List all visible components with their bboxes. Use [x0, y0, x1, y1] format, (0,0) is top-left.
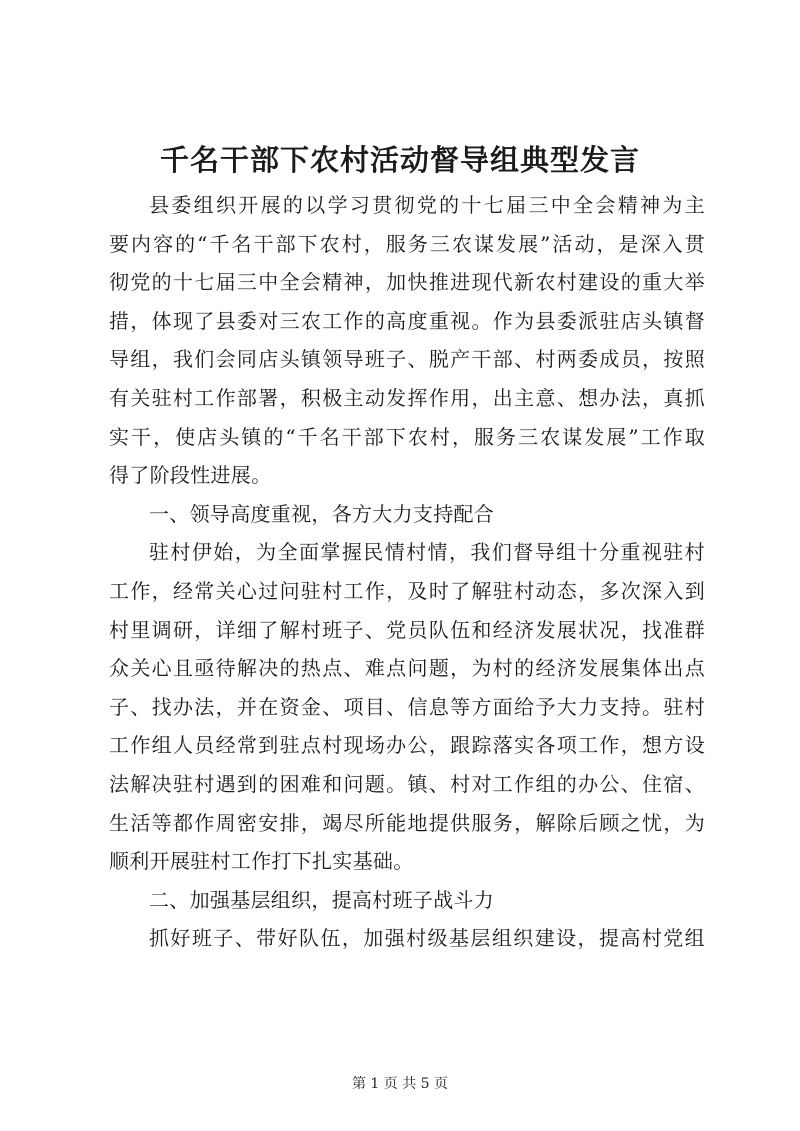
- body-line: 驻村伊始，为全面掌握民情村情，我们督导组十分重视驻村: [149, 540, 705, 565]
- body-line: 顺利开展驻村工作打下扎实基础。: [109, 849, 414, 874]
- body-line: 村里调研，详细了解村班子、党员队伍和经济发展状况，找准群: [109, 617, 705, 642]
- body-line: 县委组织开展的以学习贯彻党的十七届三中全会精神为主: [149, 193, 705, 217]
- document-body: [109, 186, 705, 958]
- body-line: 彻党的十七届三中全会精神，加快推进现代新农村建设的重大举: [109, 270, 705, 295]
- page-footer: 第 1 页 共 5 页: [351, 1076, 449, 1092]
- document-title: 千名干部下农村活动督导组典型发言: [159, 143, 640, 177]
- body-line: 抓好班子、带好队伍，加强村级基层组织建设，提高村党组: [149, 926, 705, 951]
- body-line: 生活等都作周密安排，竭尽所能地提供服务，解除后顾之忧，为: [109, 810, 705, 835]
- body-line: 实干，使店头镇的“千名干部下农村，服务三农谋发展”工作取: [109, 424, 705, 449]
- body-line: 一、领导高度重视，各方大力支持配合: [149, 501, 495, 526]
- body-line: 法解决驻村遇到的困难和问题。镇、村对工作组的办公、住宿、: [109, 771, 705, 796]
- body-line: 工作组人员经常到驻点村现场办公，跟踪落实各项工作，想方设: [109, 733, 705, 758]
- body-line: 众关心且亟待解决的热点、难点问题，为村的经济发展集体出点: [109, 656, 705, 681]
- body-line: 措，体现了县委对三农工作的高度重视。作为县委派驻店头镇督: [109, 308, 705, 333]
- body-line: 二、加强基层组织，提高村班子战斗力: [149, 887, 495, 912]
- body-line: 有关驻村工作部署，积极主动发挥作用，出主意、想办法，真抓: [109, 385, 705, 410]
- body-line: 得了阶段性进展。: [109, 463, 272, 488]
- body-line: 要内容的“千名干部下农村，服务三农谋发展”活动，是深入贯: [109, 231, 705, 256]
- body-line: 导组，我们会同店头镇领导班子、脱产干部、村两委成员，按照: [109, 347, 705, 372]
- body-line: 工作，经常关心过问驻村工作，及时了解驻村动态，多次深入到: [109, 578, 705, 603]
- body-line: 子、找办法，并在资金、项目、信息等方面给予大力支持。驻村: [109, 694, 705, 719]
